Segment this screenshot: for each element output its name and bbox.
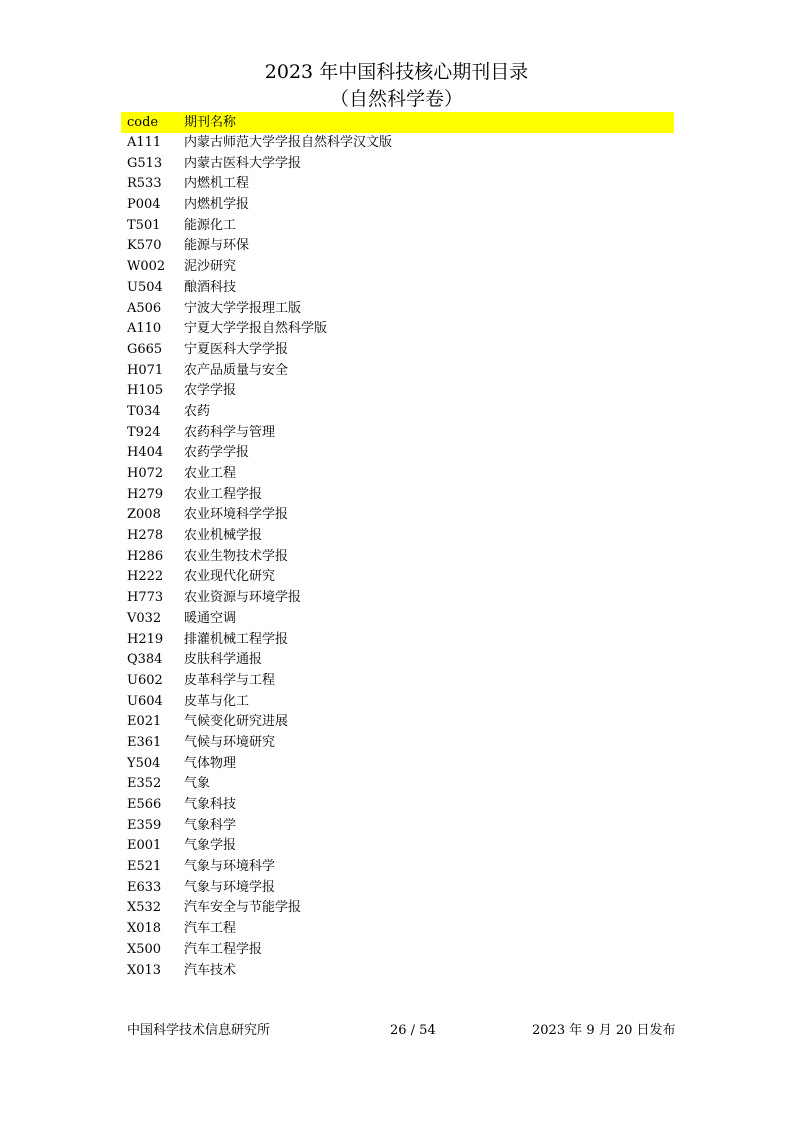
journal-code: H404 <box>127 445 164 461</box>
table-row <box>121 609 674 630</box>
journal-code: T924 <box>127 424 161 440</box>
journal-code: W002 <box>127 259 166 275</box>
table-row <box>121 671 674 692</box>
table-row <box>121 133 674 154</box>
table-row <box>121 547 674 568</box>
table-row <box>121 402 674 423</box>
journal-code: A506 <box>127 300 162 316</box>
table-row <box>121 692 674 713</box>
table-row <box>121 857 674 878</box>
journal-code: A110 <box>127 321 162 337</box>
journal-code: G665 <box>127 341 163 357</box>
table-row <box>121 505 674 526</box>
journal-name: 农药 <box>184 403 211 419</box>
journal-name: 气象 <box>184 776 211 792</box>
journal-name: 皮革与化工 <box>184 693 250 709</box>
journal-name: 排灌机械工程学报 <box>184 631 289 647</box>
journal-code: U602 <box>127 672 163 688</box>
journal-name: 农业资源与环境学报 <box>184 590 302 606</box>
journal-code: X018 <box>127 921 162 937</box>
journal-name: 汽车技术 <box>184 962 237 978</box>
footer-publish-date: 2023 年 9 月 20 日发布 <box>532 1023 676 1038</box>
table-row <box>121 340 674 361</box>
table-header-row <box>121 112 674 133</box>
journal-code: X500 <box>127 941 162 957</box>
table-row <box>121 236 674 257</box>
table-row <box>121 630 674 651</box>
journal-name: 汽车工程学报 <box>184 941 263 957</box>
journal-code: H773 <box>127 590 164 606</box>
table-row <box>121 919 674 940</box>
journal-code: R533 <box>127 176 162 192</box>
journal-name: 气候变化研究进展 <box>184 714 289 730</box>
journal-code: E352 <box>127 776 162 792</box>
table-row <box>121 898 674 919</box>
journal-name: 农业工程学报 <box>184 486 263 502</box>
journal-name: 泥沙研究 <box>184 259 237 275</box>
journal-name: 内蒙古医科大学学报 <box>184 155 302 171</box>
journal-code: E021 <box>127 714 162 730</box>
table-row <box>121 588 674 609</box>
column-header-name: 期刊名称 <box>184 115 237 130</box>
journal-name: 能源与环保 <box>184 238 250 254</box>
table-row <box>121 940 674 961</box>
journal-code: Z008 <box>127 507 161 523</box>
journal-code: E633 <box>127 879 162 895</box>
journal-name: 农业机械学报 <box>184 528 263 544</box>
journal-code: Q384 <box>127 652 163 668</box>
journal-code: X013 <box>127 962 162 978</box>
journal-name: 皮革科学与工程 <box>184 672 276 688</box>
journal-table <box>121 112 674 981</box>
table-row <box>121 299 674 320</box>
table-row <box>121 361 674 382</box>
table-row <box>121 754 674 775</box>
footer-publisher: 中国科学技术信息研究所 <box>127 1023 271 1038</box>
journal-code: H219 <box>127 631 164 647</box>
journal-name: 气体物理 <box>184 755 237 771</box>
journal-code: H278 <box>127 528 164 544</box>
journal-name: 农业现代化研究 <box>184 569 276 585</box>
journal-name: 气候与环境研究 <box>184 734 276 750</box>
page-subtitle: （自然科学卷） <box>329 88 463 110</box>
journal-name: 宁夏大学学报自然科学版 <box>184 321 328 337</box>
journal-name: 气象科技 <box>184 797 237 812</box>
table-body <box>121 133 674 981</box>
table-row <box>121 154 674 175</box>
table-row <box>121 195 674 216</box>
journal-name: 气象科学 <box>184 817 237 833</box>
table-row <box>121 712 674 733</box>
footer-page-indicator: 26 / 54 <box>390 1023 436 1038</box>
table-row <box>121 443 674 464</box>
table-row <box>121 216 674 237</box>
journal-code: E566 <box>127 797 162 812</box>
journal-name: 农药学学报 <box>184 445 250 461</box>
table-row <box>121 381 674 402</box>
journal-name: 气象学报 <box>184 838 237 854</box>
journal-code: E001 <box>127 838 162 854</box>
journal-name: 农业环境科学学报 <box>184 507 289 523</box>
journal-code: H279 <box>127 486 164 502</box>
table-row <box>121 278 674 299</box>
journal-name: 内蒙古师范大学学报自然科学汉文版 <box>184 135 393 150</box>
journal-code: E521 <box>127 859 162 875</box>
journal-code: U504 <box>127 279 163 295</box>
journal-name: 农产品质量与安全 <box>184 362 289 378</box>
table-row <box>121 174 674 195</box>
table-row <box>121 464 674 485</box>
column-header-code: code <box>127 115 159 130</box>
journal-name: 农学学报 <box>184 383 237 399</box>
table-row <box>121 816 674 837</box>
journal-code: T034 <box>127 403 161 419</box>
journal-code: K570 <box>127 238 162 254</box>
journal-name: 皮肤科学通报 <box>184 652 263 668</box>
table-row <box>121 774 674 795</box>
table-row <box>121 319 674 340</box>
page-title: 2023 年中国科技核心期刊目录 <box>264 61 529 83</box>
journal-name: 农业工程 <box>184 466 237 481</box>
journal-code: H071 <box>127 362 164 378</box>
journal-code: H072 <box>127 466 164 481</box>
journal-name: 宁波大学学报理工版 <box>184 300 302 316</box>
table-row <box>121 257 674 278</box>
journal-name: 酿酒科技 <box>184 279 237 295</box>
journal-name: 气象与环境学报 <box>184 879 276 895</box>
journal-name: 内燃机学报 <box>184 197 250 213</box>
table-row <box>121 485 674 506</box>
journal-name: 宁夏医科大学学报 <box>184 341 289 357</box>
journal-code: U604 <box>127 693 163 709</box>
journal-name: 农业生物技术学报 <box>184 548 289 564</box>
journal-name: 气象与环境科学 <box>184 859 276 875</box>
journal-code: T501 <box>127 217 161 233</box>
journal-code: A111 <box>127 135 162 150</box>
table-row <box>121 795 674 816</box>
journal-code: E361 <box>127 734 162 750</box>
table-row <box>121 878 674 899</box>
journal-code: P004 <box>127 197 161 213</box>
journal-name: 汽车工程 <box>184 921 237 937</box>
journal-name: 农药科学与管理 <box>184 424 276 440</box>
journal-name: 内燃机工程 <box>184 176 250 192</box>
journal-name: 汽车安全与节能学报 <box>184 900 302 916</box>
journal-code: H222 <box>127 569 164 585</box>
table-row <box>121 733 674 754</box>
journal-name: 能源化工 <box>184 217 237 233</box>
journal-code: H105 <box>127 383 164 399</box>
table-row <box>121 567 674 588</box>
journal-code: X532 <box>127 900 162 916</box>
journal-name: 暖通空调 <box>184 610 237 626</box>
table-row <box>121 423 674 444</box>
journal-code: V032 <box>127 610 162 626</box>
journal-code: G513 <box>127 155 163 171</box>
journal-code: H286 <box>127 548 164 564</box>
table-row <box>121 836 674 857</box>
journal-code: Y504 <box>127 755 161 771</box>
table-row <box>121 650 674 671</box>
journal-code: E359 <box>127 817 162 833</box>
table-row <box>121 961 674 982</box>
table-row <box>121 526 674 547</box>
